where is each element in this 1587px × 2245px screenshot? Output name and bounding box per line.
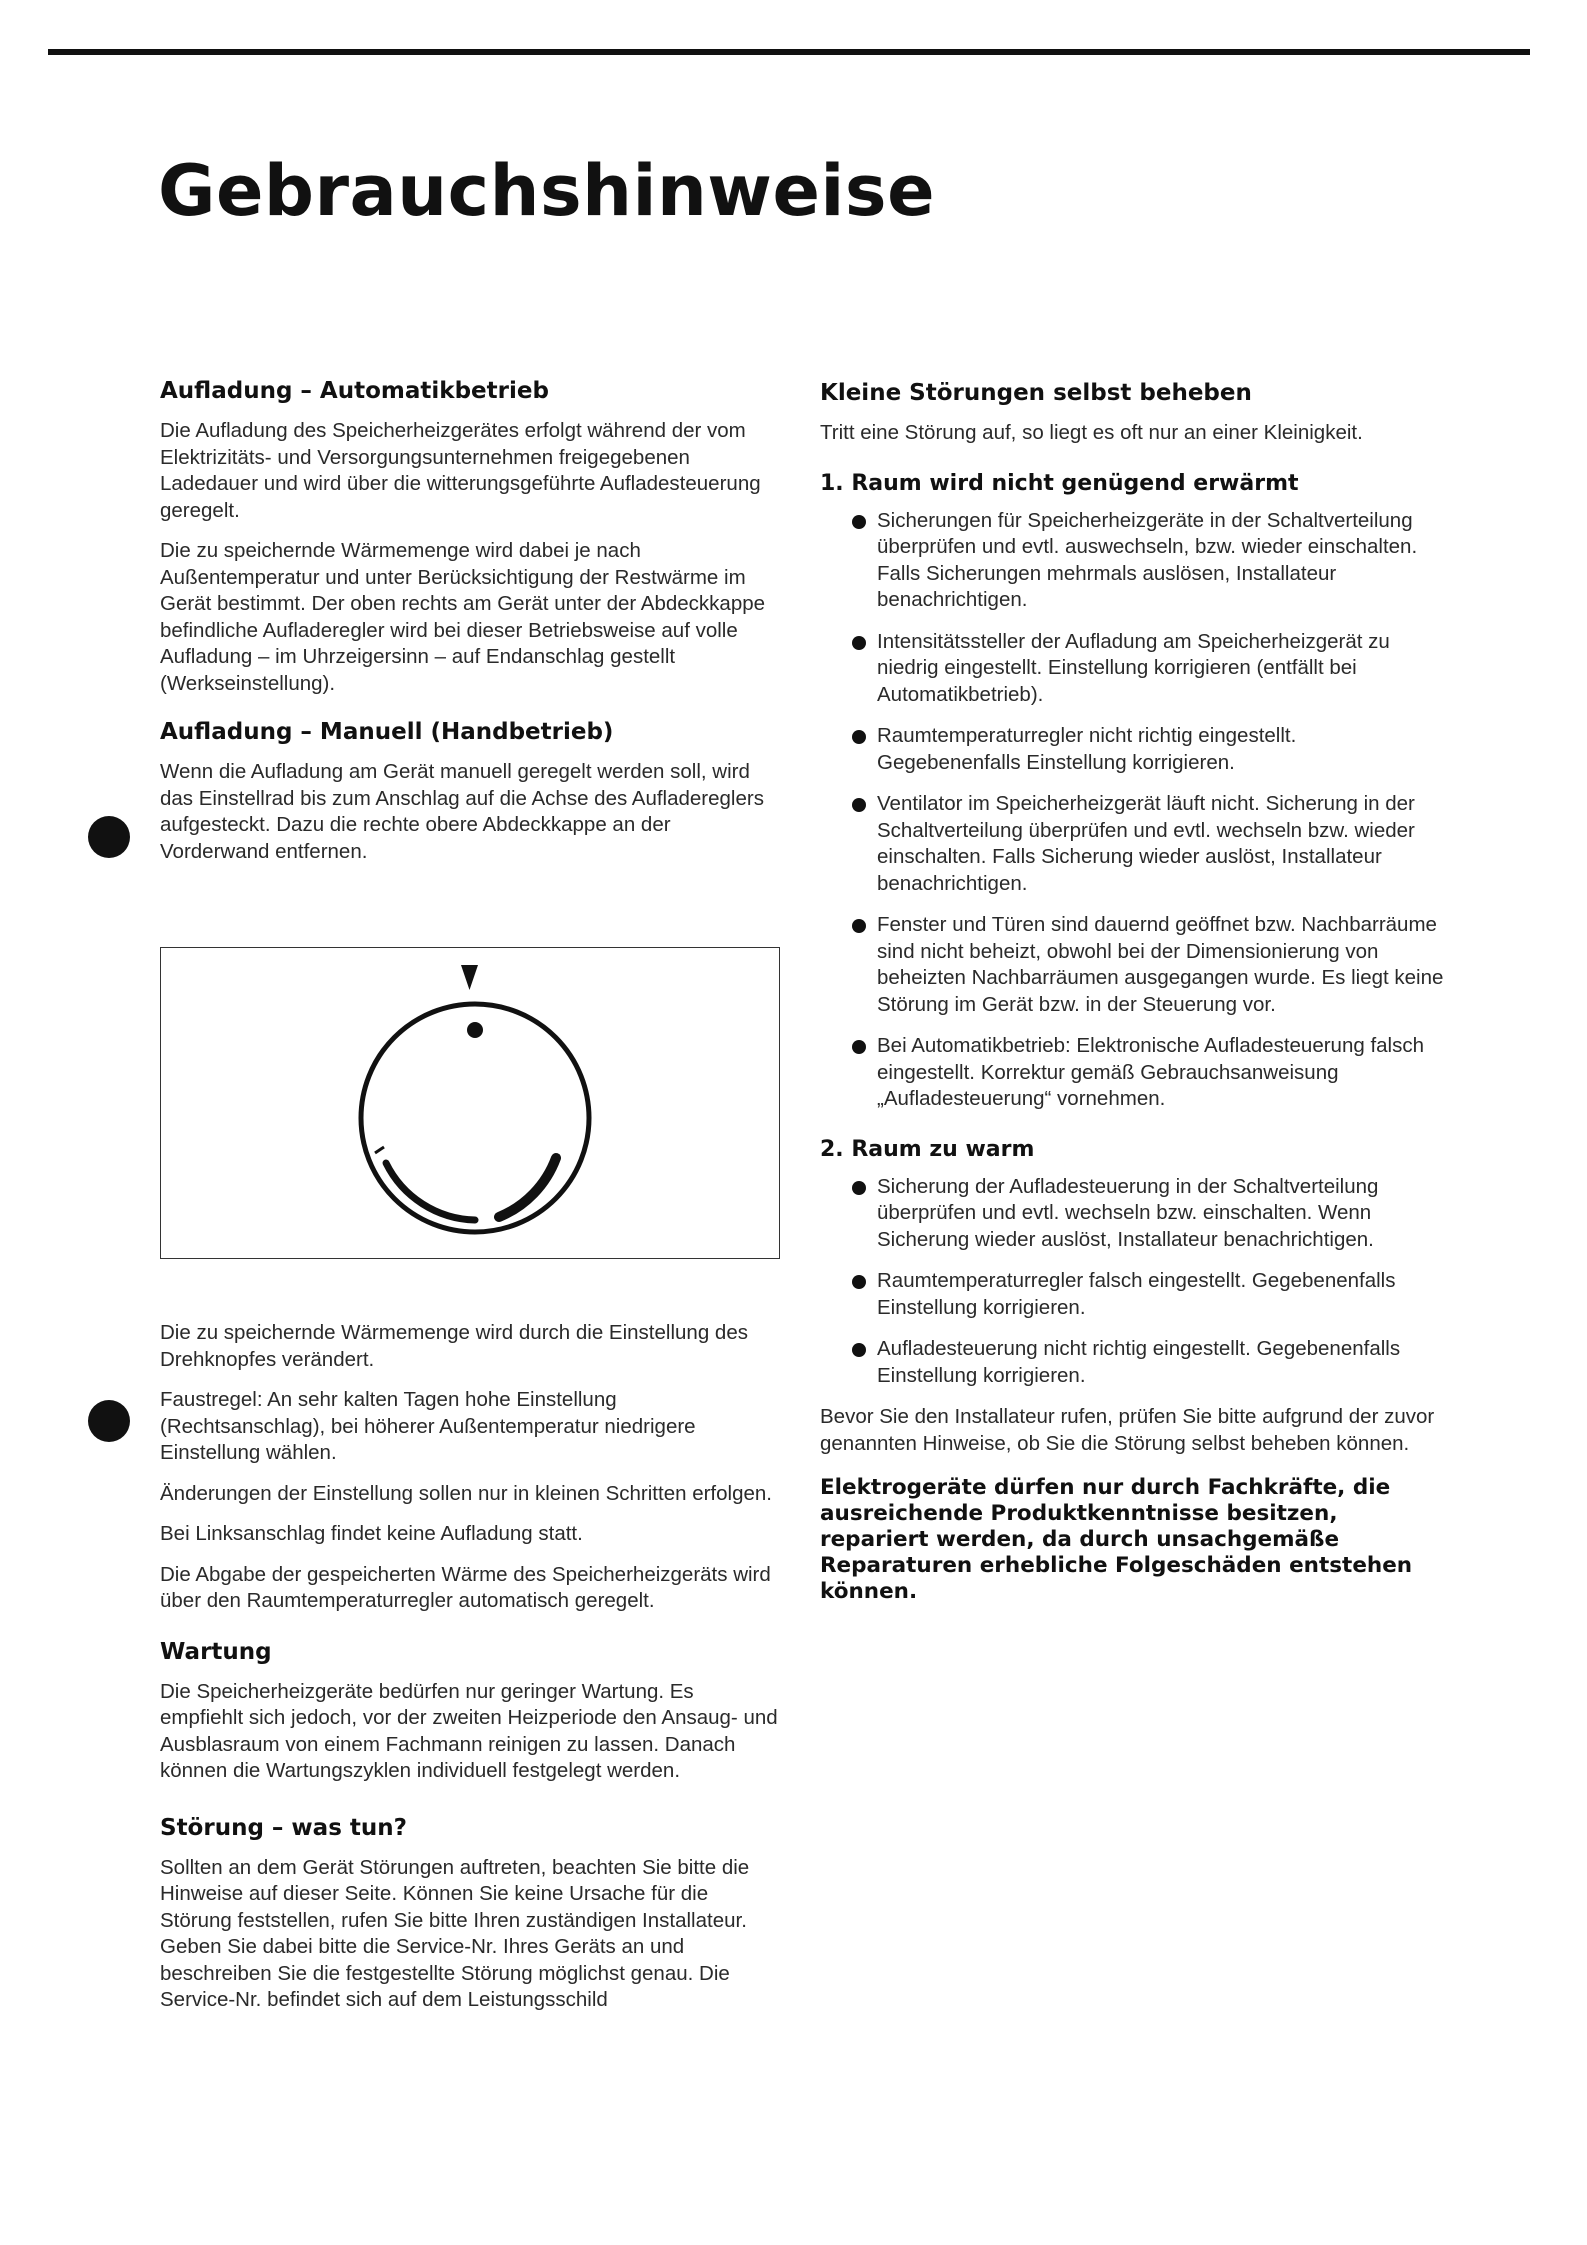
dial-arc-low <box>386 1163 475 1220</box>
section-heading-fault: Störung – was tun? <box>160 1814 407 1841</box>
list-item: Ventilator im Speicherheizgerät läuft nicht. Sicherung in der Schaltverteilung überprüfen und evtl. wechseln bzw. wieder einschalten. Falls Sicherung wieder auslöst, Installateur benachrichtigen. <box>820 791 1445 897</box>
list-item: Sicherungen für Speicherheizgeräte in der Schaltverteilung überprüfen und evtl. auswechseln, bzw. wieder einschalten. Falls Sicherungen mehrmals auslösen, Installateur benachrichtigen. <box>820 508 1445 614</box>
problem-1-title: 1. Raum wird nicht genügend erwärmt <box>820 470 1299 496</box>
list-item: Raumtemperaturregler falsch eingestellt. Gegebenenfalls Einstellung korrigieren. <box>820 1268 1445 1321</box>
list-item: Bei Automatikbetrieb: Elektronische Aufladesteuerung falsch eingestellt. Korrektur gemäß Gebrauchsanweisung „Aufladesteuerung“ vornehmen. <box>820 1033 1445 1113</box>
knob-paragraph-1: Die zu speichernde Wärmemenge wird durch die Einstellung des Drehknopfes verändert. <box>160 1321 748 1371</box>
dial-indicator-dot <box>467 1022 483 1038</box>
left-column-bottom <box>160 1320 782 2028</box>
bullet-icon <box>852 515 866 529</box>
list-item: Aufladesteuerung nicht richtig eingestellt. Gegebenenfalls Einstellung korrigieren. <box>820 1336 1445 1389</box>
page-title: Gebrauchshinweise <box>158 150 936 232</box>
automatic-paragraph-1: Die Aufladung des Speicherheizgerätes erfolgt während der vom Elektrizitäts- und Versorgungsunternehmen freigegebenen Ladedauer und wird über die witterungsgeführte Aufladesteuerung geregelt. <box>160 419 761 522</box>
right-column <box>820 380 1445 1605</box>
knob-paragraph-5: Die Abgabe der gespeicherten Wärme des Speicherheizgeräts wird über den Raumtemperaturregler automatisch geregelt. <box>160 1562 771 1612</box>
problem-2-title: 2. Raum zu warm <box>820 1136 1035 1162</box>
list-item: Fenster und Türen sind dauernd geöffnet bzw. Nachbarräume sind nicht beheizt, obwohl bei der Dimensionierung von beheizten Nachbarräumen ausgegangen wurde. Es liegt keine Störung im Gerät bzw. in der Steuerung vor. <box>820 912 1445 1018</box>
punch-hole-lower <box>88 1400 130 1442</box>
bullet-icon <box>852 798 866 812</box>
repair-warning: Elektrogeräte dürfen nur durch Fachkräfte, die ausreichende Produktkenntnisse besitzen, repariert werden, da durch unsachgemäße Reparaturen erhebliche Folgeschäden entstehen können. <box>820 1475 1413 1604</box>
bullet-icon <box>852 730 866 744</box>
manual-paragraph-1: Wenn die Aufladung am Gerät manuell geregelt werden soll, wird das Einstellrad bis zum Anschlag auf die Achse des Aufladereglers aufgesteckt. Dazu die rechte obere Abdeckkappe an der Vorderwand entfernen. <box>160 760 764 863</box>
list-item: Raumtemperaturregler nicht richtig eingestellt. Gegebenenfalls Einstellung korrigieren. <box>820 723 1445 776</box>
dial-knob-circle <box>361 1004 589 1232</box>
list-item: Intensitätssteller der Aufladung am Speicherheizgerät zu niedrig eingestellt. Einstellung korrigieren (entfällt bei Automatikbetrieb). <box>820 629 1445 709</box>
troubleshooting-outro: Bevor Sie den Installateur rufen, prüfen Sie bitte aufgrund der zuvor genannten Hinweise, ob Sie die Störung selbst beheben können. <box>820 1405 1435 1455</box>
problem-2-list <box>820 1174 1445 1390</box>
section-heading-maintenance: Wartung <box>160 1638 272 1665</box>
knob-paragraph-3: Änderungen der Einstellung sollen nur in kleinen Schritten erfolgen. <box>160 1481 772 1505</box>
section-heading-automatic: Aufladung – Automatikbetrieb <box>160 378 549 404</box>
bullet-icon <box>852 1343 866 1357</box>
bullet-icon <box>852 636 866 650</box>
troubleshooting-intro: Tritt eine Störung auf, so liegt es oft nur an einer Kleinigkeit. <box>820 421 1363 444</box>
knob-paragraph-2: Faustregel: An sehr kalten Tagen hohe Einstellung (Rechtsanschlag), bei höherer Außentemperatur niedrigere Einstellung wählen. <box>160 1388 696 1464</box>
bullet-icon <box>852 1040 866 1054</box>
section-heading-troubleshooting: Kleine Störungen selbst beheben <box>820 380 1252 406</box>
automatic-paragraph-2: Die zu speichernde Wärmemenge wird dabei je nach Außentemperatur und unter Berücksichtigung der Restwärme im Gerät bestimmt. Der oben rechts am Gerät unter der Abdeckkappe befindliche Aufladeregler wird bei dieser Betriebsweise auf volle Aufladung – im Uhrzeigersinn – auf Endanschlag gestellt (Werkseinstellung). <box>160 539 766 695</box>
bullet-icon <box>852 1181 866 1195</box>
bullet-icon <box>852 919 866 933</box>
dial-illustration <box>160 947 780 1259</box>
fault-paragraph: Sollten an dem Gerät Störungen auftreten, beachten Sie bitte die Hinweise auf dieser Seite. Können Sie keine Ursache für die Störung feststellen, rufen Sie bitte Ihren zuständigen Installateur. Geben Sie dabei bitte die Service-Nr. Ihres Geräts an und beschreiben Sie die festgestellte Störung möglichst genau. Die Service-Nr. befindet sich auf dem Leistungsschild <box>160 1855 750 2011</box>
top-rule <box>48 49 1530 55</box>
list-item: Sicherung der Aufladesteuerung in der Schaltverteilung überprüfen und evtl. wechseln bzw. einschalten. Wenn Sicherung wieder auslöst, Installateur benachrichtigen. <box>820 1174 1445 1254</box>
dial-svg <box>161 948 781 1260</box>
knob-paragraph-4: Bei Linksanschlag findet keine Aufladung statt. <box>160 1522 583 1545</box>
dial-tick <box>375 1147 384 1153</box>
punch-hole-upper <box>88 816 130 858</box>
maintenance-paragraph: Die Speicherheizgeräte bedürfen nur geringer Wartung. Es empfiehlt sich jedoch, vor der zweiten Heizperiode den Ansaug- und Ausblasraum von einem Fachmann reinigen zu lassen. Danach können die Wartungszyklen individuell festgelegt werden. <box>160 1679 778 1782</box>
problem-1-list <box>820 508 1445 1113</box>
left-column-top <box>160 378 782 879</box>
section-heading-manual: Aufladung – Manuell (Handbetrieb) <box>160 719 614 745</box>
bullet-icon <box>852 1275 866 1289</box>
pointer-triangle-icon <box>461 965 478 990</box>
